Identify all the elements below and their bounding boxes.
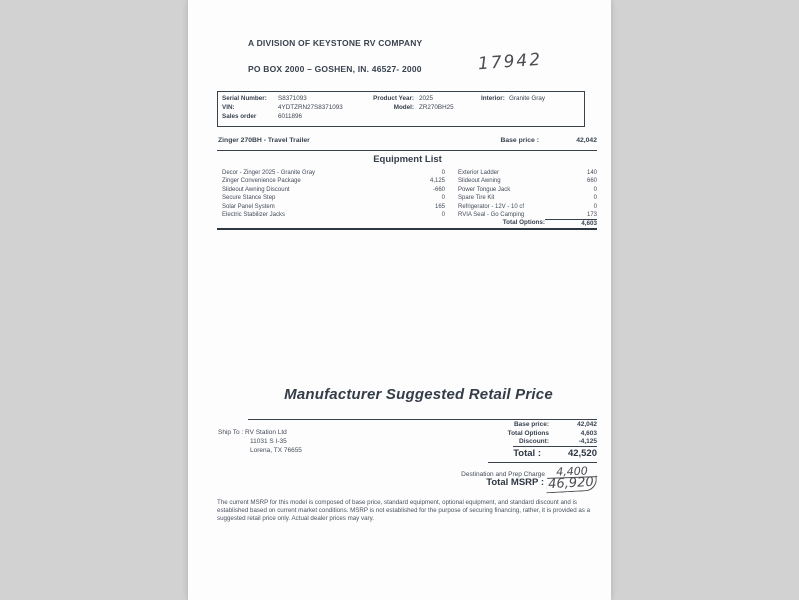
equipment-item-price: 0: [441, 195, 445, 202]
vin-label: VIN:: [222, 104, 235, 111]
equipment-item-name: Power Tongue Jack: [458, 186, 511, 193]
serial-number-label: Serial Number:: [222, 95, 267, 102]
summary-discount-value: -4,125: [578, 438, 597, 446]
divider-under-model-line: [217, 150, 597, 151]
summary-base-price-label: Base price:: [513, 421, 549, 428]
vehicle-info-box: [217, 91, 585, 127]
handwritten-total-msrp: 46,920: [546, 476, 598, 494]
sales-order-label: Sales order: [222, 113, 257, 120]
total-options-value: 4,603: [545, 219, 597, 227]
equipment-table: [218, 169, 597, 219]
summary-base-price-row: [218, 421, 597, 430]
ship-to-address2: Lorena, TX 76655: [250, 447, 302, 454]
destination-charge-label: Destination and Prep Charge: [461, 471, 545, 478]
equipment-item-price: 0: [593, 186, 597, 193]
equipment-row: [218, 186, 597, 194]
product-year-label: Product Year:: [373, 95, 414, 102]
equipment-item-name: Exterior Ladder: [458, 170, 500, 176]
product-year-value: 2025: [419, 95, 434, 102]
equipment-item-name: RVIA Seal - Go Camping: [458, 212, 525, 219]
equipment-item-price: 0: [593, 203, 597, 210]
price-summary-block: [218, 421, 597, 447]
equipment-item-price: 0: [441, 170, 445, 176]
summary-total-options-label: Total Options: [507, 429, 549, 437]
summary-total-label: Total :: [513, 448, 541, 459]
total-msrp-label: Total MSRP :: [486, 477, 544, 488]
sales-order-value: 6011896: [278, 113, 303, 120]
equipment-item-price: 140: [586, 170, 597, 176]
company-address-line: PO BOX 2000 – GOSHEN, IN. 46527- 2000: [248, 64, 422, 74]
vin-value: 4YDTZRN27S8371093: [278, 104, 343, 111]
equipment-item-price: 0: [441, 212, 445, 219]
summary-total-row: [218, 446, 597, 459]
summary-base-price-value: 42,042: [577, 421, 597, 428]
model-value: ZR270BH25: [419, 104, 454, 111]
equipment-row: [218, 194, 597, 202]
base-price-label: Base price :: [500, 137, 539, 144]
model-label: Model:: [393, 104, 414, 111]
equipment-item-name: Slideout Awning Discount: [222, 186, 290, 193]
summary-total-value: 42,520: [567, 448, 597, 459]
msrp-disclaimer-text: The current MSRP for this model is composed of base price, standard equipment, optional equipment, and standard discount and is established based on current market conditions. MSRP is not established for the purpose of securing financing, rather, it is provided as a suggested retail price only. Actual dealer prices may vary.: [217, 499, 591, 522]
equipment-item-price: 173: [586, 212, 597, 219]
equipment-item-name: Electric Stabilizer Jacks: [222, 212, 286, 219]
company-division-line: A DIVISION OF KEYSTONE RV COMPANY: [248, 38, 423, 48]
handwritten-stock-number: 17942: [477, 49, 543, 75]
total-options-row: [218, 219, 597, 227]
msrp-section-title: Manufacturer Suggested Retail Price: [284, 386, 553, 403]
summary-total-options-value: 4,603: [580, 429, 597, 437]
ship-to-address1: 11031 S I-35: [250, 438, 287, 445]
equipment-item-name: Refrigerator - 12V - 10 cf: [458, 203, 525, 210]
divider-under-equipment-list: [217, 228, 597, 230]
equipment-row: [218, 169, 597, 177]
base-price-value: 42,042: [576, 137, 597, 144]
summary-total-options-row: [218, 430, 597, 439]
equipment-row: [218, 203, 597, 211]
summary-discount-label: Discount:: [519, 438, 549, 446]
equipment-item-name: Zinger Convenience Package: [222, 178, 301, 185]
equipment-list-title: Equipment List: [373, 154, 442, 165]
interior-value: Granite Gray: [509, 95, 546, 102]
equipment-item-name: Solar Panel System: [222, 203, 275, 210]
msrp-document-page: [188, 0, 611, 600]
equipment-item-name: Decor - Zinger 2025 - Granite Gray: [222, 170, 316, 176]
equipment-item-name: Slideout Awning: [458, 178, 501, 185]
equipment-item-price: 0: [593, 195, 597, 202]
divider-under-msrp-title: [248, 419, 597, 420]
ship-to-label: Ship To :: [218, 429, 244, 436]
equipment-item-price: 165: [434, 203, 445, 210]
equipment-item-price: 4,125: [429, 178, 445, 185]
ship-to-name: RV Station Ltd: [245, 429, 287, 436]
model-title: Zinger 270BH - Travel Trailer: [218, 137, 310, 144]
divider-under-total: [488, 462, 597, 463]
model-line: [218, 137, 597, 144]
equipment-item-price: -660: [432, 186, 445, 193]
equipment-row: [218, 177, 597, 185]
equipment-item-name: Spare Tire Kit: [458, 195, 495, 202]
equipment-item-price: 660: [586, 178, 597, 185]
total-options-label: Total Options:: [502, 219, 545, 226]
interior-label: Interior:: [481, 95, 505, 102]
serial-number-value: S8371093: [278, 95, 307, 102]
equipment-item-name: Secure Stance Step: [222, 195, 276, 202]
handwritten-destination-charge: 4,400: [547, 466, 597, 479]
